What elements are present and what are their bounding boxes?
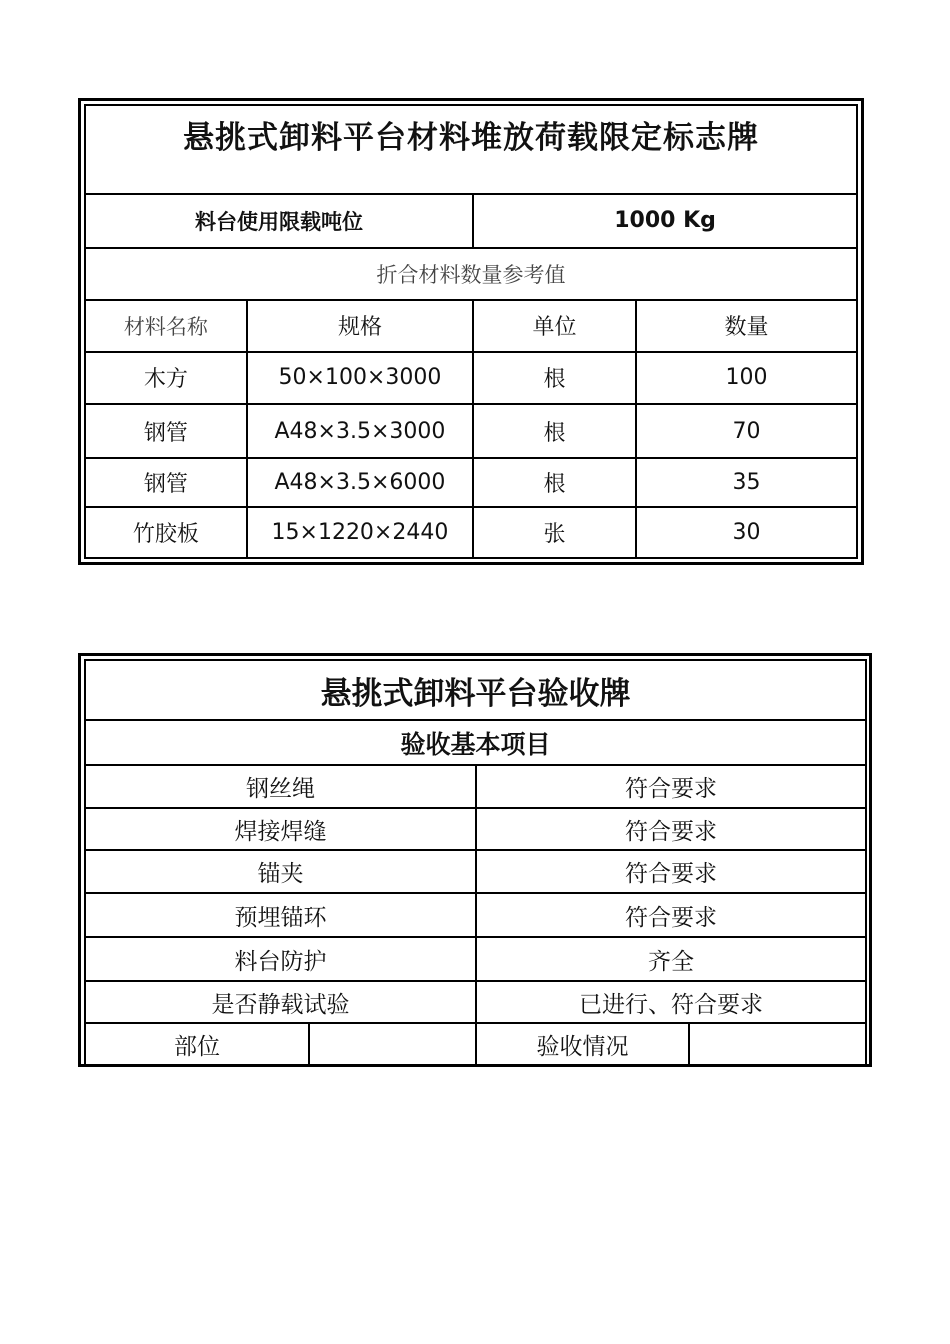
check-result: 齐全 (476, 937, 866, 981)
limit-value: 1000 Kg (473, 194, 857, 248)
check-result: 符合要求 (476, 893, 866, 937)
check-item: 料台防护 (85, 937, 476, 981)
material-spec: A48×3.5×6000 (247, 458, 473, 506)
material-spec: A48×3.5×3000 (247, 404, 473, 458)
load-limit-table (84, 104, 858, 559)
location-label: 部位 (85, 1023, 309, 1066)
acceptance-sign (78, 653, 872, 1067)
check-item: 焊接焊缝 (85, 808, 476, 850)
check-result: 符合要求 (476, 850, 866, 893)
material-name: 竹胶板 (85, 507, 247, 558)
table-row (85, 981, 866, 1023)
load-limit-sign (78, 98, 864, 565)
table-row (85, 507, 857, 558)
material-quantity: 30 (636, 507, 857, 558)
status-value[interactable] (689, 1023, 866, 1066)
material-name: 木方 (85, 352, 247, 404)
check-result: 符合要求 (476, 765, 866, 808)
header-spec: 规格 (247, 300, 473, 351)
check-result: 已进行、符合要求 (476, 981, 866, 1023)
material-unit: 根 (473, 404, 636, 458)
material-name: 钢管 (85, 404, 247, 458)
material-quantity: 100 (636, 352, 857, 404)
material-spec: 50×100×3000 (247, 352, 473, 404)
material-name: 钢管 (85, 458, 247, 506)
check-item: 锚夹 (85, 850, 476, 893)
status-label: 验收情况 (476, 1023, 689, 1066)
check-item: 是否静载试验 (85, 981, 476, 1023)
material-unit: 张 (473, 507, 636, 558)
table-row (85, 937, 866, 981)
check-item: 预埋锚环 (85, 893, 476, 937)
load-limit-title: 悬挑式卸料平台材料堆放荷载限定标志牌 (85, 105, 857, 194)
reference-label: 折合材料数量参考值 (85, 248, 857, 300)
header-quantity: 数量 (636, 300, 857, 351)
table-row (85, 808, 866, 850)
material-quantity: 70 (636, 404, 857, 458)
acceptance-table (84, 659, 867, 1067)
material-unit: 根 (473, 458, 636, 506)
check-result: 符合要求 (476, 808, 866, 850)
table-row (85, 352, 857, 404)
table-row (85, 893, 866, 937)
footer-row (85, 1023, 866, 1066)
material-spec: 15×1220×2440 (247, 507, 473, 558)
table-row (85, 458, 857, 506)
header-material-name: 材料名称 (85, 300, 247, 351)
material-quantity: 35 (636, 458, 857, 506)
table-row (85, 765, 866, 808)
check-item: 钢丝绳 (85, 765, 476, 808)
acceptance-title: 悬挑式卸料平台验收牌 (85, 660, 866, 720)
acceptance-subtitle: 验收基本项目 (85, 720, 866, 765)
limit-label: 料台使用限载吨位 (85, 194, 473, 248)
table-row (85, 404, 857, 458)
header-unit: 单位 (473, 300, 636, 351)
location-value[interactable] (309, 1023, 476, 1066)
table-row (85, 850, 866, 893)
material-unit: 根 (473, 352, 636, 404)
